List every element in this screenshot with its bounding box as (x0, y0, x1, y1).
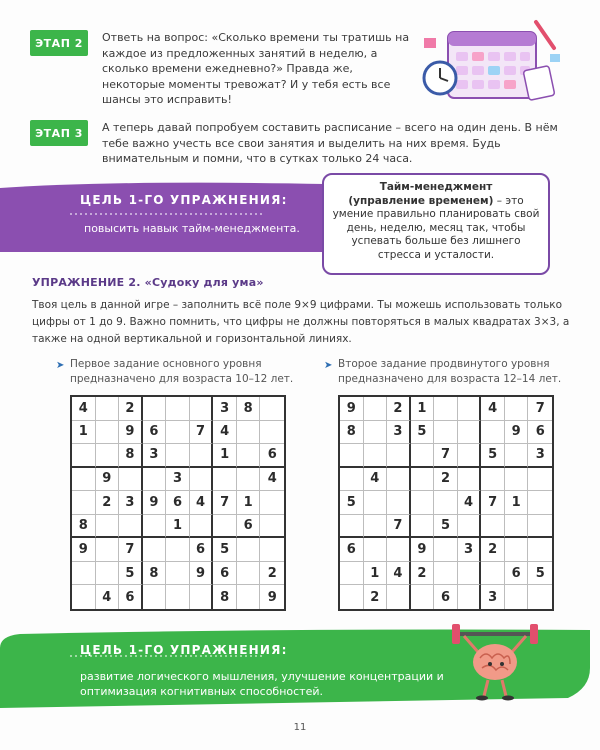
sudoku-2-cell (528, 538, 552, 562)
sudoku-1-cell (96, 515, 120, 539)
sudoku-2-cell (387, 538, 411, 562)
sudoku-2-cell (458, 585, 482, 609)
sudoku-1-cell: 6 (143, 421, 167, 445)
sudoku-2-cell (411, 585, 435, 609)
sudoku-2-cell (481, 421, 505, 445)
stage-3-text: А теперь давай попробуем составить расписание – всего на один день. В нём тебе важно учесть все свои занятия и выделить на них время. Будь внимательным и помни, что в сутках только 24 часа. (102, 121, 558, 165)
sudoku-2-cell (458, 421, 482, 445)
sudoku-2-cell (411, 444, 435, 468)
sudoku-2-cell (387, 491, 411, 515)
sudoku-1-cell (96, 538, 120, 562)
brain-dumbbell-illustration-icon (450, 622, 540, 702)
sudoku-2-cell: 3 (528, 444, 552, 468)
sudoku-2-cell: 2 (481, 538, 505, 562)
sudoku-2-cell (364, 397, 388, 421)
sudoku-2-cell (434, 421, 458, 445)
sudoku-2-cell (364, 444, 388, 468)
sudoku-1-cell: 4 (72, 397, 96, 421)
sudoku-1-cell: 1 (72, 421, 96, 445)
sudoku-2-cell: 3 (458, 538, 482, 562)
sudoku-1-cell: 1 (213, 444, 237, 468)
sudoku-1-cell: 2 (96, 491, 120, 515)
sudoku-1-cell (237, 421, 261, 445)
sudoku-2-cell (458, 562, 482, 586)
sudoku-2-cell (528, 515, 552, 539)
sudoku-1-cell (166, 421, 190, 445)
sudoku-1-cell (237, 444, 261, 468)
sudoku-2-cell: 7 (387, 515, 411, 539)
goal-top-desc: повысить навык тайм-менеджмента. (84, 222, 300, 235)
sudoku-1-cell: 4 (190, 491, 214, 515)
task-2 (324, 357, 573, 387)
sudoku-2-cell: 5 (481, 444, 505, 468)
exercise-intro: Твоя цель в данной игре – заполнить всё поле 9×9 цифрами. Ты можешь использовать только цифры от 1 до 9. Важно помнить, что цифры не должны повторяться в малых квадратах 3×3, а также на одной вертикальной и горизонтальной линиях. (32, 299, 570, 345)
sudoku-2-cell (411, 468, 435, 492)
sudoku-1-cell: 8 (213, 585, 237, 609)
sudoku-1-cell: 9 (143, 491, 167, 515)
sudoku-2-cell: 2 (364, 585, 388, 609)
sudoku-1-cell (237, 585, 261, 609)
tm-term-line2: (управление временем) (348, 194, 494, 207)
sudoku-2-cell (364, 421, 388, 445)
sudoku-2-cell: 3 (481, 585, 505, 609)
sudoku-1-cell (166, 585, 190, 609)
sudoku-2-cell: 6 (340, 538, 364, 562)
sudoku-1-cell: 9 (96, 468, 120, 492)
sudoku-1-cell: 1 (166, 515, 190, 539)
sudoku-2-cell: 6 (505, 562, 529, 586)
sudoku-1-cell (213, 468, 237, 492)
sudoku-2-cell (387, 468, 411, 492)
sudoku-2-cell (411, 515, 435, 539)
task-1 (56, 357, 300, 387)
sudoku-2-cell: 2 (434, 468, 458, 492)
sudoku-1-cell (213, 515, 237, 539)
sudoku-1-cell (96, 444, 120, 468)
sudoku-1-cell (190, 468, 214, 492)
sudoku-2-cell (528, 585, 552, 609)
sudoku-1-cell (260, 515, 284, 539)
sudoku-1-cell: 7 (119, 538, 143, 562)
sudoku-grid-1 (70, 395, 286, 611)
sudoku-2-cell: 9 (411, 538, 435, 562)
sudoku-2-cell (340, 562, 364, 586)
sudoku-1-cell: 6 (237, 515, 261, 539)
sudoku-2-cell (340, 585, 364, 609)
sudoku-1-cell: 2 (119, 397, 143, 421)
sudoku-2-cell (458, 397, 482, 421)
stage-2-text: Ответь на вопрос: «Сколько времени ты тратишь на каждое из предложенных занятий в неделю, а сколько времени ежедневно?» Правда же, некоторые моменты тревожат? И у тебя есть все шансы это исправить! (102, 31, 410, 106)
sudoku-2-cell (411, 491, 435, 515)
stage-2-badge: ЭТАП 2 (30, 30, 88, 56)
sudoku-1-cell (72, 468, 96, 492)
sudoku-2-cell: 8 (340, 421, 364, 445)
sudoku-2-cell (387, 444, 411, 468)
sudoku-1-cell (72, 444, 96, 468)
sudoku-2-cell: 5 (528, 562, 552, 586)
sudoku-2-cell: 4 (458, 491, 482, 515)
sudoku-1-cell: 3 (213, 397, 237, 421)
sudoku-2-cell: 1 (411, 397, 435, 421)
sudoku-2-cell (364, 515, 388, 539)
sudoku-2-cell (434, 397, 458, 421)
goal-bottom-title: ЦЕЛЬ 1-ГО УПРАЖНЕНИЯ: (80, 643, 288, 657)
stage-3-badge: ЭТАП 3 (30, 120, 88, 146)
sudoku-1-cell (260, 421, 284, 445)
sudoku-2-cell (505, 538, 529, 562)
chevron-right-icon: ➤ (56, 360, 65, 371)
sudoku-2-cell: 1 (364, 562, 388, 586)
sudoku-2-cell: 9 (340, 397, 364, 421)
sudoku-1-cell: 3 (166, 468, 190, 492)
sudoku-2-cell (364, 538, 388, 562)
goal-bottom-desc: развитие логического мышления, улучшение концентрации и оптимизация когнитивных способностей. (80, 670, 444, 698)
sudoku-1-cell (96, 421, 120, 445)
stage-2-row (30, 30, 412, 108)
sudoku-1-cell: 2 (260, 562, 284, 586)
goal-banner-top (0, 180, 330, 255)
tm-term-line1: Тайм-менеджмент (379, 181, 493, 193)
sudoku-2-cell (340, 468, 364, 492)
sudoku-1-cell (237, 562, 261, 586)
sudoku-2-cell: 4 (387, 562, 411, 586)
sudoku-1-cell (190, 444, 214, 468)
sudoku-2-cell (528, 491, 552, 515)
sudoku-2-cell (505, 585, 529, 609)
sudoku-1-cell: 9 (119, 421, 143, 445)
sudoku-1-cell: 4 (96, 585, 120, 609)
sudoku-2-cell (364, 491, 388, 515)
sudoku-1-cell: 8 (237, 397, 261, 421)
sudoku-1-cell (143, 538, 167, 562)
sudoku-1-cell: 6 (190, 538, 214, 562)
goal-top-title: ЦЕЛЬ 1-ГО УПРАЖНЕНИЯ: (80, 193, 288, 207)
sudoku-1-cell: 9 (190, 562, 214, 586)
sudoku-2-cell (505, 397, 529, 421)
sudoku-1-cell (260, 491, 284, 515)
sudoku-2-cell: 2 (411, 562, 435, 586)
sudoku-2-cell (434, 491, 458, 515)
sudoku-1-cell (166, 397, 190, 421)
sudoku-1-cell: 8 (119, 444, 143, 468)
sudoku-1-cell (143, 585, 167, 609)
sudoku-2-cell: 4 (364, 468, 388, 492)
sudoku-1-cell (190, 585, 214, 609)
sudoku-1-cell (237, 538, 261, 562)
task-2-text: Второе задание продвинутого уровня предназначено для возраста 12–14 лет. (338, 358, 562, 385)
sudoku-1-cell: 9 (72, 538, 96, 562)
sudoku-1-cell (72, 585, 96, 609)
sudoku-1-cell (119, 468, 143, 492)
sudoku-2-cell: 2 (387, 397, 411, 421)
sudoku-1-cell: 9 (267, 589, 277, 605)
sudoku-1-cell (190, 515, 214, 539)
time-management-definition (322, 173, 550, 275)
sudoku-1-cell: 7 (190, 421, 214, 445)
sudoku-2-cell: 7 (434, 444, 458, 468)
sudoku-2-cell: 3 (387, 421, 411, 445)
sudoku-1-cell (143, 397, 167, 421)
sudoku-1-cell (143, 468, 167, 492)
sudoku-1-cell: 4 (213, 421, 237, 445)
sudoku-1-cell (190, 397, 214, 421)
calendar-illustration-icon (418, 18, 568, 110)
exercise-title: УПРАЖНЕНИЕ 2. «Судоку для ума» (32, 276, 264, 289)
sudoku-1-cell: 5 (213, 538, 237, 562)
sudoku-1-cell (237, 468, 261, 492)
sudoku-2-cell (505, 468, 529, 492)
sudoku-grid-2 (338, 395, 554, 611)
sudoku-2-cell: 7 (528, 397, 552, 421)
sudoku-1-cell: 3 (143, 444, 167, 468)
chevron-right-icon: ➤ (324, 360, 333, 371)
sudoku-1-cell (96, 562, 120, 586)
sudoku-1-cell (119, 515, 143, 539)
tm-definition: – это умение правильно планировать свой день, неделю, месяц так, чтобы успевать больше без лишнего стресса и усталости. (332, 194, 540, 261)
sudoku-1-cell: 5 (119, 562, 143, 586)
sudoku-2-cell (434, 538, 458, 562)
stage-3-row (30, 120, 562, 167)
sudoku-1-cell (166, 538, 190, 562)
sudoku-1-cell: 6 (119, 585, 143, 609)
sudoku-2-cell (528, 468, 552, 492)
sudoku-2-cell: 6 (528, 421, 552, 445)
sudoku-1-cell: 8 (72, 515, 96, 539)
sudoku-2-cell (340, 515, 364, 539)
page-number: 11 (293, 722, 307, 733)
sudoku-2-cell (481, 515, 505, 539)
sudoku-2-cell (387, 585, 411, 609)
sudoku-2-cell: 6 (434, 585, 458, 609)
sudoku-1-cell: 4 (260, 468, 284, 492)
sudoku-2-cell: 9 (505, 421, 529, 445)
sudoku-1-cell (166, 444, 190, 468)
sudoku-1-cell: 6 (166, 491, 190, 515)
sudoku-2-cell (458, 515, 482, 539)
sudoku-2-cell: 1 (505, 491, 529, 515)
sudoku-1-cell: 3 (119, 491, 143, 515)
sudoku-2-cell (458, 444, 482, 468)
sudoku-2-cell (458, 468, 482, 492)
sudoku-1-cell (72, 491, 96, 515)
sudoku-2-cell (505, 515, 529, 539)
sudoku-1-cell (72, 562, 96, 586)
sudoku-1-cell (260, 538, 284, 562)
sudoku-1-cell (96, 397, 120, 421)
sudoku-2-cell (340, 444, 364, 468)
sudoku-1-cell: 1 (237, 491, 261, 515)
sudoku-2-cell: 5 (340, 491, 364, 515)
sudoku-2-cell (434, 562, 458, 586)
sudoku-1-cell: 6 (213, 562, 237, 586)
sudoku-2-cell: 5 (434, 515, 458, 539)
task-1-text: Первое задание основного уровня предназначено для возраста 10–12 лет. (70, 358, 294, 385)
sudoku-2-cell (481, 468, 505, 492)
sudoku-2-cell: 7 (481, 491, 505, 515)
sudoku-1-cell (143, 515, 167, 539)
sudoku-2-cell (481, 562, 505, 586)
sudoku-1-cell (260, 397, 284, 421)
sudoku-2-cell: 5 (411, 421, 435, 445)
sudoku-1-cell: 7 (213, 491, 237, 515)
sudoku-2-cell (505, 444, 529, 468)
sudoku-1-cell: 8 (143, 562, 167, 586)
sudoku-1-cell (166, 562, 190, 586)
sudoku-1-cell: 6 (260, 444, 284, 468)
sudoku-2-cell: 4 (481, 397, 505, 421)
